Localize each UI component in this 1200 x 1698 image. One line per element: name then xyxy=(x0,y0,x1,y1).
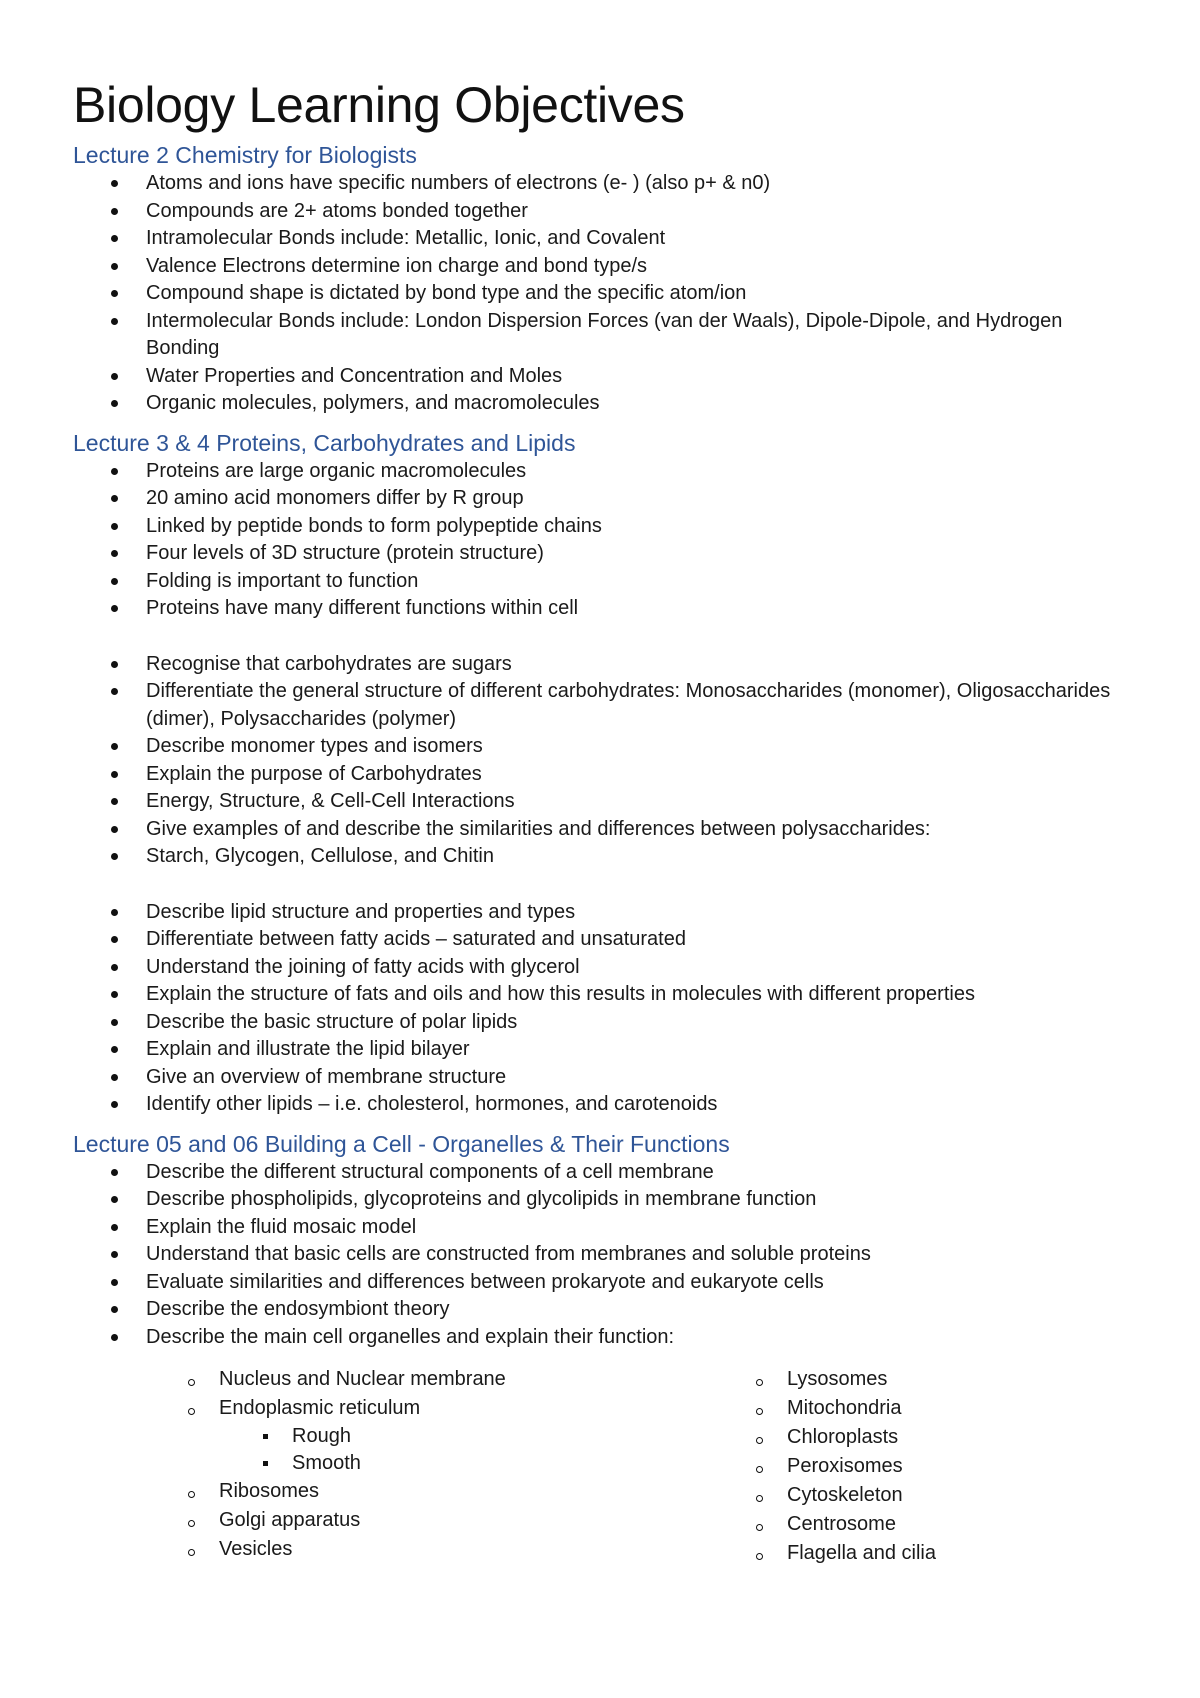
bullet-icon xyxy=(111,400,118,407)
list-item-text: Water Properties and Concentration and Moles xyxy=(146,364,563,387)
list-item xyxy=(73,568,1133,596)
list-item xyxy=(73,1036,1133,1064)
list-item-text: Intramolecular Bonds include: Metallic, Ionic, and Covalent xyxy=(146,227,666,249)
list-item-text: Describe lipid structure and properties and types xyxy=(146,900,576,923)
lecture-section xyxy=(73,418,1133,1119)
organelle-item xyxy=(753,1365,936,1394)
list-item-text: Organic molecules, polymers, and macromolecules xyxy=(146,392,600,414)
bullet-icon xyxy=(111,290,118,297)
organelle-subitem-label: Rough xyxy=(292,1425,351,1447)
organelle-item xyxy=(753,1481,936,1510)
circle-bullet-icon xyxy=(188,1520,195,1527)
list-item xyxy=(73,1241,1133,1269)
circle-bullet-icon xyxy=(756,1408,763,1415)
bullet-icon xyxy=(111,468,118,475)
list-item-text: Atoms and ions have specific numbers of electrons (e- ) (also p+ & n0) xyxy=(146,172,771,194)
organelle-label: Vesicles xyxy=(219,1538,293,1560)
organelle-label: Cytoskeleton xyxy=(787,1484,903,1506)
circle-bullet-icon xyxy=(188,1549,195,1556)
list-item-text: Evaluate similarities and differences between prokaryote and eukaryote cells xyxy=(146,1270,824,1293)
list-item xyxy=(73,225,1133,253)
bullet-icon xyxy=(111,318,118,325)
organelle-column-left xyxy=(185,1365,506,1564)
list-item xyxy=(73,733,1133,761)
list-item-text: Explain the fluid mosaic model xyxy=(146,1215,417,1238)
list-item-text: Describe monomer types and isomers xyxy=(146,735,483,757)
list-item xyxy=(73,816,1133,844)
list-item-text: Describe the basic structure of polar lipids xyxy=(146,1010,518,1033)
bullet-list xyxy=(73,1159,1133,1352)
list-item-text: Identify other lipids – i.e. cholesterol, hormones, and carotenoids xyxy=(146,1093,718,1115)
list-item-text: Describe the different structural components of a cell membrane xyxy=(146,1160,714,1183)
square-bullet-icon xyxy=(263,1461,268,1466)
document-page xyxy=(73,74,1133,1575)
bullet-icon xyxy=(111,1279,118,1286)
list-item xyxy=(73,788,1133,816)
list-item-text: Explain the purpose of Carbohydrates xyxy=(146,762,482,785)
list-item xyxy=(73,899,1133,927)
bullet-list xyxy=(73,458,1133,623)
list-item-text: 20 amino acid monomers differ by R group xyxy=(146,487,524,509)
list-item xyxy=(73,595,1133,623)
list-item xyxy=(73,1009,1133,1037)
bullet-icon xyxy=(111,1169,118,1176)
bullet-icon xyxy=(111,1334,118,1341)
bullet-icon xyxy=(111,1019,118,1026)
bullet-icon xyxy=(111,263,118,270)
circle-bullet-icon xyxy=(756,1524,763,1531)
bullet-icon xyxy=(111,578,118,585)
organelle-subitem xyxy=(185,1423,506,1450)
bullet-icon xyxy=(111,771,118,778)
bullet-icon xyxy=(111,1101,118,1108)
organelle-label: Endoplasmic reticulum xyxy=(219,1397,421,1419)
bullet-icon xyxy=(111,798,118,805)
section-heading: Lecture 05 and 06 Building a Cell - Organelles & Their Functions xyxy=(73,1130,730,1157)
list-item xyxy=(73,1064,1133,1092)
organelle-label: Chloroplasts xyxy=(787,1426,899,1448)
list-item-text: Differentiate the general structure of different carbohydrates: Monosaccharides (monomer), Oligosaccharides (dimer), Polysaccharides (polymer) xyxy=(146,680,1111,730)
lecture-section xyxy=(73,1119,1133,1352)
list-item xyxy=(73,458,1133,486)
bullet-icon xyxy=(111,661,118,668)
list-item-text: Give an overview of membrane structure xyxy=(146,1065,507,1088)
list-item xyxy=(73,1214,1133,1242)
bullet-icon xyxy=(111,743,118,750)
circle-bullet-icon xyxy=(756,1495,763,1502)
list-item-text: Energy, Structure, & Cell-Cell Interactions xyxy=(146,790,515,812)
bullet-icon xyxy=(111,1196,118,1203)
list-item xyxy=(73,1296,1133,1324)
organelle-subitem-label: Smooth xyxy=(292,1452,361,1474)
bullet-icon xyxy=(111,991,118,998)
bullet-icon xyxy=(111,1074,118,1081)
organelle-label: Peroxisomes xyxy=(787,1455,903,1477)
list-item-text: Describe the main cell organelles and explain their function: xyxy=(146,1325,675,1348)
bullet-list xyxy=(73,899,1133,1119)
list-item-text: Understand the joining of fatty acids with glycerol xyxy=(146,955,580,978)
sections-container xyxy=(73,140,1133,1351)
list-item xyxy=(73,363,1133,391)
list-item xyxy=(73,678,1133,733)
list-item xyxy=(73,308,1133,363)
bullet-icon xyxy=(111,688,118,695)
list-item xyxy=(73,926,1133,954)
organelle-subitem xyxy=(185,1450,506,1477)
organelle-item xyxy=(185,1535,506,1564)
bullet-icon xyxy=(111,605,118,612)
bullet-icon xyxy=(111,495,118,502)
bullet-icon xyxy=(111,1251,118,1258)
list-item-text: Proteins have many different functions within cell xyxy=(146,597,579,619)
organelle-item xyxy=(753,1539,936,1568)
bullet-icon xyxy=(111,964,118,971)
organelle-item xyxy=(753,1394,936,1423)
list-item-text: Compounds are 2+ atoms bonded together xyxy=(146,199,528,222)
bullet-icon xyxy=(111,373,118,380)
list-item-text: Intermolecular Bonds include: London Dispersion Forces (van der Waals), Dipole-Dipole, and Hydrogen Bonding xyxy=(146,309,1063,359)
organelle-label: Centrosome xyxy=(787,1513,896,1535)
organelle-label: Lysosomes xyxy=(787,1368,888,1390)
organelle-label: Nucleus and Nuclear membrane xyxy=(219,1368,506,1390)
list-item xyxy=(73,540,1133,568)
list-item xyxy=(73,954,1133,982)
list-item xyxy=(73,253,1133,281)
list-item-text: Starch, Glycogen, Cellulose, and Chitin xyxy=(146,845,494,867)
list-item-text: Differentiate between fatty acids – saturated and unsaturated xyxy=(146,928,686,950)
list-item-text: Proteins are large organic macromolecules xyxy=(146,459,527,482)
list-item-text: Describe phospholipids, glycoproteins and glycolipids in membrane function xyxy=(146,1188,817,1210)
list-item xyxy=(73,280,1133,308)
list-item xyxy=(73,1324,1133,1352)
organelle-item xyxy=(753,1510,936,1539)
organelle-label: Mitochondria xyxy=(787,1397,902,1419)
list-item-text: Folding is important to function xyxy=(146,569,419,592)
circle-bullet-icon xyxy=(188,1491,195,1498)
organelle-label: Golgi apparatus xyxy=(219,1509,361,1531)
bullet-icon xyxy=(111,180,118,187)
organelle-label: Flagella and cilia xyxy=(787,1542,936,1564)
organelle-item xyxy=(185,1506,506,1535)
circle-bullet-icon xyxy=(756,1553,763,1560)
list-item xyxy=(73,170,1133,198)
document-title: Biology Learning Objectives xyxy=(73,77,685,133)
organelle-column-right xyxy=(753,1365,936,1568)
list-item xyxy=(73,390,1133,418)
bullet-icon xyxy=(111,936,118,943)
list-item-text: Describe the endosymbiont theory xyxy=(146,1298,450,1320)
organelle-item xyxy=(185,1394,506,1423)
list-item xyxy=(73,981,1133,1009)
circle-bullet-icon xyxy=(756,1379,763,1386)
list-item-text: Explain the structure of fats and oils and how this results in molecules with different properties xyxy=(146,983,975,1005)
list-item-text: Give examples of and describe the similarities and differences between polysaccharides: xyxy=(146,817,931,840)
bullet-icon xyxy=(111,523,118,530)
bullet-list xyxy=(73,170,1133,418)
list-item-text: Compound shape is dictated by bond type and the specific atom/ion xyxy=(146,282,747,304)
list-item xyxy=(73,513,1133,541)
section-heading: Lecture 3 & 4 Proteins, Carbohydrates and Lipids xyxy=(73,429,576,456)
organelle-item xyxy=(185,1477,506,1506)
organelle-list xyxy=(73,1365,1133,1575)
list-item-text: Linked by peptide bonds to form polypeptide chains xyxy=(146,514,602,537)
list-item-text: Valence Electrons determine ion charge and bond type/s xyxy=(146,254,648,277)
bullet-list xyxy=(73,651,1133,871)
list-item-text: Recognise that carbohydrates are sugars xyxy=(146,652,512,675)
list-item xyxy=(73,198,1133,226)
bullet-icon xyxy=(111,853,118,860)
list-item xyxy=(73,651,1133,679)
organelle-label: Ribosomes xyxy=(219,1480,320,1502)
list-item xyxy=(73,1269,1133,1297)
list-item xyxy=(73,761,1133,789)
organelle-item xyxy=(185,1365,506,1394)
bullet-icon xyxy=(111,1224,118,1231)
bullet-icon xyxy=(111,235,118,242)
circle-bullet-icon xyxy=(756,1437,763,1444)
organelle-item xyxy=(753,1452,936,1481)
list-item-text: Explain and illustrate the lipid bilayer xyxy=(146,1038,470,1060)
section-heading: Lecture 2 Chemistry for Biologists xyxy=(73,142,417,168)
list-item xyxy=(73,1091,1133,1119)
bullet-icon xyxy=(111,208,118,215)
list-item xyxy=(73,843,1133,871)
organelle-item xyxy=(753,1423,936,1452)
bullet-icon xyxy=(111,1046,118,1053)
list-item xyxy=(73,1186,1133,1214)
circle-bullet-icon xyxy=(188,1379,195,1386)
list-item xyxy=(73,1159,1133,1187)
square-bullet-icon xyxy=(263,1434,268,1439)
bullet-icon xyxy=(111,1306,118,1313)
bullet-icon xyxy=(111,550,118,557)
list-item-text: Four levels of 3D structure (protein structure) xyxy=(146,542,544,564)
list-item-text: Understand that basic cells are constructed from membranes and soluble proteins xyxy=(146,1243,871,1265)
circle-bullet-icon xyxy=(756,1466,763,1473)
bullet-icon xyxy=(111,909,118,916)
lecture-section xyxy=(73,140,1133,418)
circle-bullet-icon xyxy=(188,1408,195,1415)
bullet-icon xyxy=(111,826,118,833)
list-item xyxy=(73,485,1133,513)
